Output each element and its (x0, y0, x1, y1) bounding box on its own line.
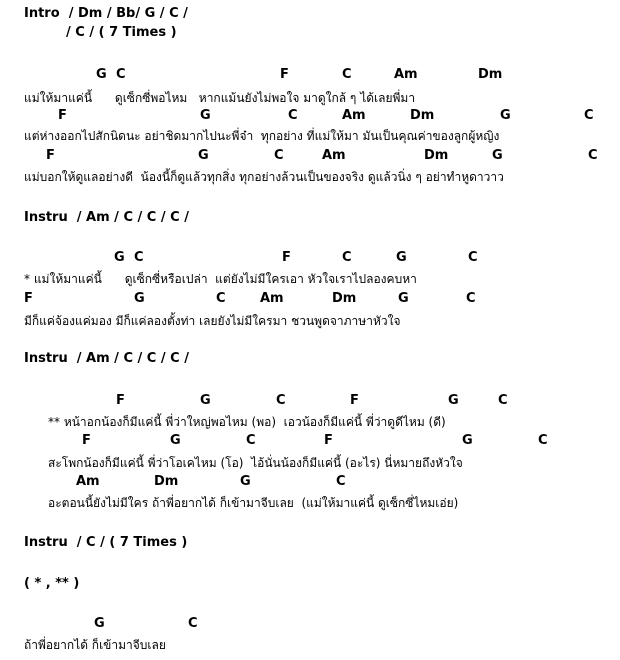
outro-lyric-1: ถ้าพี่อยากได้ ก็เข้ามาจีบเลย (24, 638, 166, 652)
chord: G (200, 393, 211, 408)
chord: F (82, 433, 91, 448)
chorus-lyric-2: สะโพกน้องก็มีแค่นี้ พี่ว่าโอเคไหม (โอ) ไอ้นั่นน้องก็มีแค่นี้ (อะไร) นี่หมายถึงหัวใจ (48, 456, 463, 470)
chord: G (240, 474, 251, 489)
chord: C (466, 291, 476, 306)
chord: G (396, 250, 407, 265)
chord: C (538, 433, 548, 448)
chord: Dm (154, 474, 179, 489)
chord: C (246, 433, 256, 448)
instru-line-1: Instru / Am / C / C / C / (24, 210, 189, 225)
chord: G (134, 291, 145, 306)
chord: Am (260, 291, 284, 306)
chord: G (96, 67, 107, 82)
chord: C (336, 474, 346, 489)
repeat-marker: ( * , ** ) (24, 576, 80, 591)
chord: G (398, 291, 409, 306)
chord: Dm (332, 291, 357, 306)
chord: F (116, 393, 125, 408)
chord: G (500, 108, 511, 123)
verse2-lyric-1: * แม่ให้มาแค่นี้ ดูเซ็กซี่หรือเปล่า แต่ยังไม่มีใครเอา หัวใจเราไปลองคบหา (24, 272, 417, 286)
chord: C (274, 148, 284, 163)
chord: C (342, 67, 352, 82)
intro-line: Intro / Dm / Bb/ G / C / (24, 6, 188, 21)
chord: Am (394, 67, 418, 82)
verse1-lyric-3: แม่บอกให้ดูแลอย่างดี น้องนี้ก็ดูแล้วทุกสิ่ง ทุกอย่างล้วนเป็นของจริง ดูแล้วนิ่ง ๆ อย่าทำหูดาวาว (24, 170, 504, 184)
chord: G (198, 148, 209, 163)
chord: C (116, 67, 126, 82)
chord: F (46, 148, 55, 163)
chord: Am (76, 474, 100, 489)
verse1-lyric-2: แต่ห่างออกไปสักนิดนะ อย่าชิดมากไปนะพี่จ๋า ทุกอย่าง ที่แม่ให้มา มันเป็นคุณค่าของลูกผู้หญิง (24, 129, 500, 143)
chord: Dm (410, 108, 435, 123)
chord: G (462, 433, 473, 448)
chord: C (584, 108, 594, 123)
chord: F (280, 67, 289, 82)
chord: Dm (478, 67, 503, 82)
instru-line-3: Instru / C / ( 7 Times ) (24, 535, 188, 550)
intro-line-continued: / C / ( 7 Times ) (66, 25, 177, 40)
chord: G (94, 616, 105, 631)
chord: G (114, 250, 125, 265)
chord: Am (342, 108, 366, 123)
chord: G (448, 393, 459, 408)
chord: F (24, 291, 33, 306)
chord: Dm (424, 148, 449, 163)
chord: C (288, 108, 298, 123)
chord: G (492, 148, 503, 163)
verse1-lyric-1: แม่ให้มาแค่นี้ ดูเซ็กซี่พอไหม หากแม้นยังไม่พอใจ มาดูใกล้ ๆ ได้เลยพี่มา (24, 91, 416, 105)
chord: C (342, 250, 352, 265)
chord: C (468, 250, 478, 265)
verse2-lyric-2: มีก็แค่จ้องแค่มอง มีก็แค่ลองตั้งท่า เลยยังไม่มีใครมา ชวนพูดจาภาษาหัวใจ (24, 314, 401, 328)
chord: G (170, 433, 181, 448)
chord: F (350, 393, 359, 408)
chord: C (498, 393, 508, 408)
chord: C (276, 393, 286, 408)
chord: F (282, 250, 291, 265)
instru-line-2: Instru / Am / C / C / C / (24, 351, 189, 366)
chorus-lyric-1: ** หน้าอกน้องก็มีแค่นี้ พี่ว่าใหญ่พอไหม (พอ) เอวน้องก็มีแค่นี้ พี่ว่าดูดีไหม (ดี) (48, 415, 446, 429)
chord: Am (322, 148, 346, 163)
chord: F (58, 108, 67, 123)
chorus-lyric-3: อะตอนนี้ยังไม่มีใคร ถ้าพี่อยากได้ ก็เข้ามาจีบเลย (แม่ให้มาแค่นี้ ดูเซ็กซี่ไหมเอ่ย) (48, 496, 459, 510)
chord: C (134, 250, 144, 265)
chord: C (188, 616, 198, 631)
chord: C (216, 291, 226, 306)
chord: F (324, 433, 333, 448)
chord: C (588, 148, 598, 163)
chord: G (200, 108, 211, 123)
